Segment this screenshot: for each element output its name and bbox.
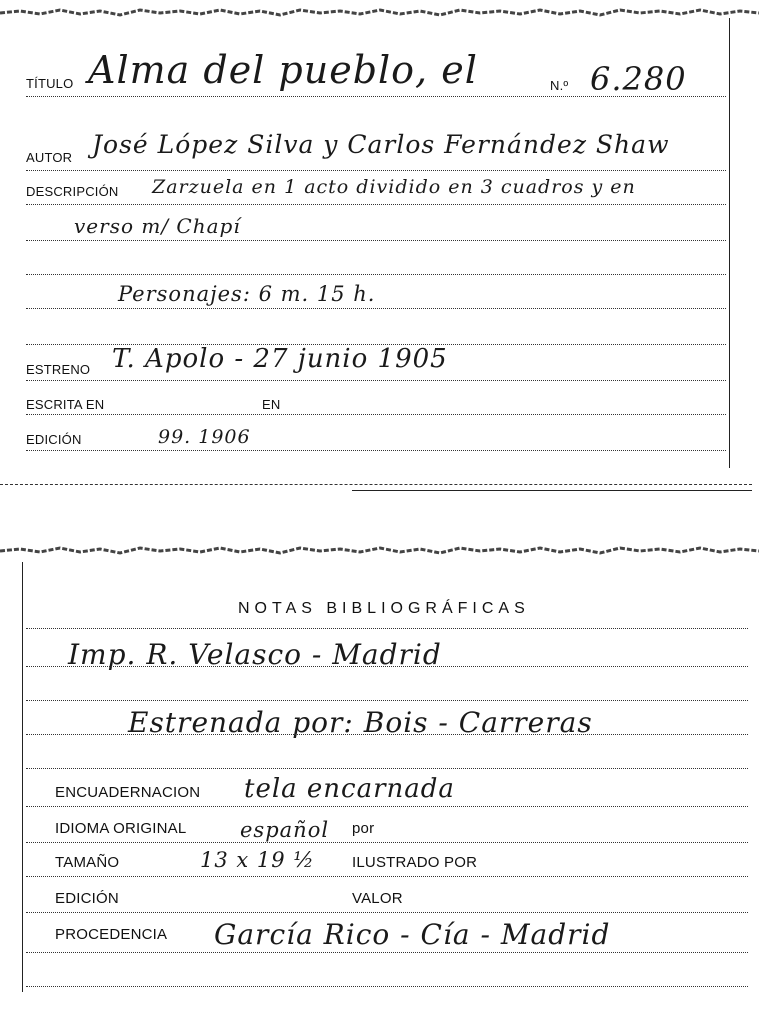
escrita-line [26,414,726,415]
descripcion-line-1 [26,204,726,205]
numero-label: N.º [550,78,569,93]
encuadernacion-line [26,806,748,807]
torn-top-edge-2 [0,546,759,556]
tamano-line [26,876,748,877]
card-left-border [22,562,23,992]
edicion2-line [26,912,748,913]
autor-label: AUTOR [26,150,73,165]
notas-line-1 [26,628,748,629]
tamano-label: TAMAÑO [55,854,120,871]
idioma-label: IDIOMA ORIGINAL [55,820,187,837]
idioma-value: español [240,818,330,842]
blank-line-bottom [26,986,748,987]
descripcion-label: DESCRIPCIÓN [26,184,119,199]
estreno-value: T. Apolo - 27 junio 1905 [112,344,448,374]
personajes-note: Personajes: 6 m. 15 h. [118,282,376,306]
notas-line-2 [26,666,748,667]
autor-value: José López Silva y Carlos Fernández Shaw [92,130,670,159]
descripcion-value-line1: Zarzuela en 1 acto dividido en 3 cuadros y en [152,176,636,198]
card-right-border [729,18,730,468]
edicion-line [26,450,726,451]
numero-value: 6.280 [590,60,687,98]
idioma-line [26,842,748,843]
note-line-1: Imp. R. Velasco - Madrid [68,638,442,671]
card-bottom-edge [0,484,752,485]
notas-heading: NOTAS BIBLIOGRÁFICAS [238,600,530,617]
notas-line-4 [26,734,748,735]
procedencia-value: García Rico - Cía - Madrid [214,918,611,951]
blank-line-1 [26,274,726,275]
note-line-2: Estrenada por: Bois - Carreras [128,706,593,739]
escrita-en-label: ESCRITA EN [26,397,105,412]
titulo-value: Alma del pueblo, el [88,48,478,92]
encuadernacion-label: ENCUADERNACION [55,784,201,801]
estreno-line [26,380,726,381]
titulo-label: TÍTULO [26,76,74,91]
procedencia-line [26,952,748,953]
notas-line-5 [26,768,748,769]
tamano-value: 13 x 19 ½ [200,848,315,872]
torn-top-edge [0,8,759,18]
por-label: por [352,820,375,837]
valor-label: VALOR [352,890,403,907]
notas-line-3 [26,700,748,701]
edicion2-label: EDICIÓN [55,890,119,907]
descripcion-line-2 [26,240,726,241]
autor-line [26,170,726,171]
en-label: EN [262,397,281,412]
titulo-line [26,96,726,97]
edicion-value: 99. 1906 [158,426,251,448]
encuadernacion-value: tela encarnada [244,774,455,804]
procedencia-label: PROCEDENCIA [55,926,168,943]
ilustrado-label: ILUSTRADO POR [352,854,478,871]
edicion-label: EDICIÓN [26,432,82,447]
blank-line-2 [26,308,726,309]
estreno-label: ESTRENO [26,362,91,377]
descripcion-value-line2: verso m/ Chapí [74,214,241,238]
card-bottom-rule [352,490,752,491]
